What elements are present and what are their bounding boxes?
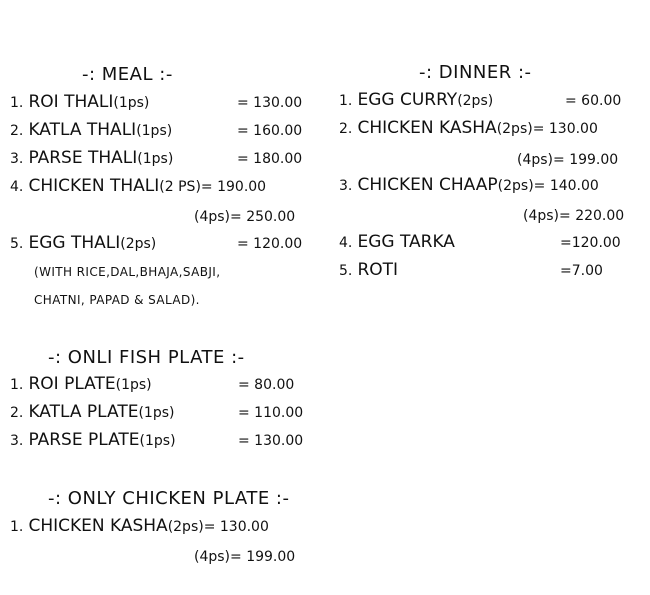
item-price: = 190.00	[200, 179, 267, 195]
dinner-item-roti	[339, 260, 398, 280]
item-name: CHICKEN CHAAP	[357, 175, 498, 195]
meal-price-egg-thali: = 120.00	[237, 236, 303, 252]
item-qty: (2ps)	[167, 519, 204, 535]
item-name: ROI PLATE	[28, 374, 116, 394]
dinner-item-chicken-kasha-4ps	[517, 149, 618, 168]
item-name: KATLA PLATE	[28, 402, 139, 422]
fish-item-katla-plate	[10, 402, 174, 422]
item-name: PARSE THALI	[28, 148, 138, 168]
item-number: 3.	[10, 433, 24, 449]
meal-heading: -: MEAL :-	[82, 64, 173, 85]
item-qty: (2ps)	[457, 93, 494, 109]
item-name: KATLA THALI	[28, 120, 137, 140]
item-number: 4.	[10, 179, 24, 195]
item-price: = 220.00	[559, 208, 625, 224]
item-qty: (1ps)	[138, 405, 175, 421]
meal-price-parse-thali: = 180.00	[237, 151, 303, 167]
meal-price-roi-thali: = 130.00	[237, 95, 303, 111]
item-name: CHICKEN KASHA	[357, 118, 497, 138]
item-qty: (1ps)	[137, 151, 174, 167]
item-number: 1.	[10, 519, 24, 535]
item-qty: (1ps)	[136, 123, 173, 139]
item-price: = 130.00	[203, 519, 269, 535]
item-name: CHICKEN KASHA	[28, 516, 168, 536]
item-qty: (1ps)	[139, 433, 176, 449]
fish-price-parse-plate: = 130.00	[238, 433, 304, 449]
meal-note-line-1: (WITH RICE,DAL,BHAJA,SABJI,	[34, 265, 221, 279]
dinner-item-egg-curry	[339, 90, 493, 110]
item-number: 2.	[339, 121, 353, 137]
item-name: PARSE PLATE	[28, 430, 140, 450]
item-name: CHICKEN THALI	[28, 176, 160, 196]
dinner-price-egg-curry: = 60.00	[565, 93, 622, 109]
item-number: 5.	[10, 236, 24, 252]
item-number: 1.	[10, 95, 24, 111]
meal-item-roi-thali	[10, 92, 149, 112]
meal-note-line-2: CHATNI, PAPAD & SALAD).	[34, 293, 200, 307]
fish-item-parse-plate	[10, 430, 176, 450]
item-name: EGG TARKA	[357, 232, 455, 252]
item-price: = 199.00	[230, 549, 296, 565]
dinner-item-chicken-kasha	[339, 118, 598, 138]
item-qty: (1ps)	[113, 95, 150, 111]
item-price: = 250.00	[230, 209, 296, 225]
chicken-plate-heading: -: ONLY CHICKEN PLATE :-	[48, 488, 290, 509]
item-name: EGG THALI	[28, 233, 121, 253]
dinner-item-egg-tarka	[339, 232, 455, 252]
item-qty: (2ps)	[496, 121, 533, 137]
dinner-item-chicken-chaap	[339, 175, 599, 195]
fish-price-katla-plate: = 110.00	[238, 405, 304, 421]
item-qty: (2ps)	[497, 178, 534, 194]
meal-item-chicken-thali-4ps	[194, 206, 295, 225]
fish-item-roi-plate	[10, 374, 152, 394]
item-name: EGG CURRY	[357, 90, 458, 110]
item-number: 2.	[10, 123, 24, 139]
dinner-price-egg-tarka: =120.00	[560, 235, 621, 251]
item-number: 3.	[10, 151, 24, 167]
item-number: 3.	[339, 178, 353, 194]
fish-price-roi-plate: = 80.00	[238, 377, 295, 393]
chicken-plate-item-kasha-4ps	[194, 546, 295, 565]
meal-item-egg-thali	[10, 233, 156, 253]
item-qty: (4ps)	[194, 549, 231, 565]
item-qty: (4ps)	[194, 209, 231, 225]
chicken-plate-item-kasha	[10, 516, 269, 536]
item-name: ROTI	[357, 260, 399, 280]
fish-plate-heading: -: ONLI FISH PLATE :-	[48, 347, 245, 368]
item-qty: (2ps)	[120, 236, 157, 252]
dinner-price-roti: =7.00	[560, 263, 603, 279]
item-number: 4.	[339, 235, 353, 251]
item-qty: (1ps)	[115, 377, 152, 393]
meal-item-chicken-thali	[10, 176, 266, 196]
meal-price-katla-thali: = 160.00	[237, 123, 303, 139]
item-price: = 140.00	[533, 178, 599, 194]
item-name: ROI THALI	[28, 92, 114, 112]
dinner-item-chicken-chaap-4ps	[523, 205, 624, 224]
dinner-heading: -: DINNER :-	[419, 62, 532, 83]
item-qty: (2 PS)	[159, 179, 201, 195]
item-qty: (4ps)	[523, 208, 560, 224]
item-price: = 130.00	[532, 121, 598, 137]
meal-item-katla-thali	[10, 120, 172, 140]
item-number: 1.	[339, 93, 353, 109]
item-number: 1.	[10, 377, 24, 393]
meal-item-parse-thali	[10, 148, 173, 168]
item-price: = 199.00	[553, 152, 619, 168]
item-number: 5.	[339, 263, 353, 279]
item-qty: (4ps)	[517, 152, 554, 168]
item-number: 2.	[10, 405, 24, 421]
